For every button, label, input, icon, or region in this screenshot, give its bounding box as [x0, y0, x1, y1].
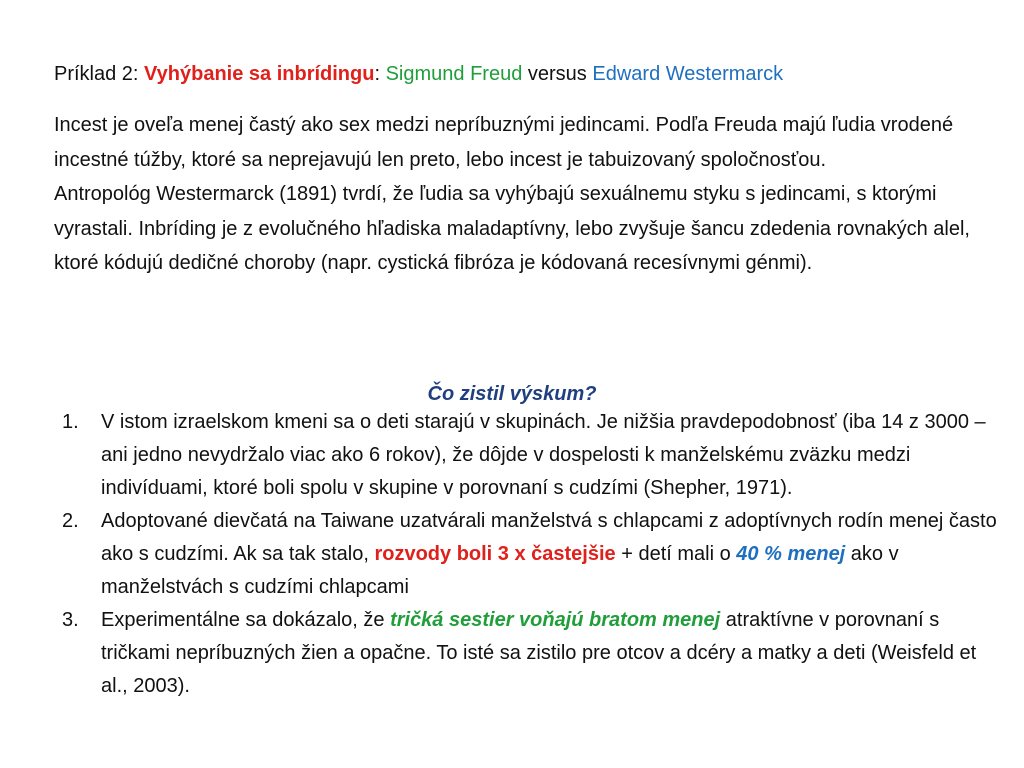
finding-item-2: [54, 505, 999, 604]
finding-text: atraktívne v porovnaní s tričkami nepríbuzných žien a opačne. To isté sa zistilo pre otcov a dcéry a matky a deti (Weisfeld et al., 2003).: [101, 609, 977, 697]
title-prefix: Príklad 2:: [54, 63, 145, 85]
research-question: Čo zistil výskum?: [427, 383, 597, 405]
finding-text: Experimentálne sa dokázalo, že: [101, 609, 391, 631]
finding-text: V istom izraelskom kmeni sa o deti starajú v skupinách. Je nižšia pravdepodobnosť (iba 14 z 3000 – ani jedno nevydržalo viac ako 6 rokov), že dôjde v dospelosti k manželskému zväzku medzi indivíduami, ktoré boli spolu v skupine v porovnaní s cudzími (Shepher, 1971).: [101, 411, 986, 499]
title-versus: versus: [522, 63, 593, 85]
slide-title: [54, 60, 1014, 88]
title-person-westermarck: Edward Westermarck: [592, 63, 784, 85]
finding-text: + detí mali o: [615, 543, 737, 565]
title-topic: Vyhýbanie sa inbrídingu: [144, 63, 375, 85]
finding-highlight-children: 40 % menej: [736, 543, 846, 565]
finding-item-1: [54, 406, 999, 505]
findings-list: [54, 406, 999, 703]
finding-text: ako v manželstvách s cudzími chlapcami: [101, 543, 899, 598]
finding-item-3: [54, 604, 999, 703]
finding-number: 1.: [62, 411, 79, 433]
intro-paragraph-westermarck: Antropológ Westermarck (1891) tvrdí, že ľudia sa vyhýbajú sexuálnemu styku s jedincami, s ktorými vyrastali. Inbríding je z evolučného hľadiska maladaptívny, lebo zvyšuje šancu zdedenia rovnakých alel, ktoré kódujú dedičné choroby (napr. cystická fibróza je kódovaná recesívnymi génmi).: [54, 183, 970, 274]
finding-highlight-divorces: rozvody boli 3 x častejšie: [374, 543, 616, 565]
finding-number: 3.: [62, 609, 79, 631]
title-person-freud: Sigmund Freud: [385, 63, 523, 85]
finding-text: Adoptované dievčatá na Taiwane uzatvárali manželstvá s chlapcami z adoptívnych rodín menej často ako s cudzími. Ak sa tak stalo,: [101, 510, 997, 565]
finding-number: 2.: [62, 510, 79, 532]
finding-highlight-tshirts: tričká sestier voňajú bratom menej: [390, 609, 721, 631]
intro-text: [54, 108, 984, 281]
title-colon: :: [374, 63, 386, 85]
intro-paragraph-freud: Incest je oveľa menej častý ako sex medzi nepríbuznými jedincami. Podľa Freuda majú ľudia vrodené incestné túžby, ktoré sa neprejavujú len preto, lebo incest je tabuizovaný spoločnosťou.: [54, 114, 954, 171]
